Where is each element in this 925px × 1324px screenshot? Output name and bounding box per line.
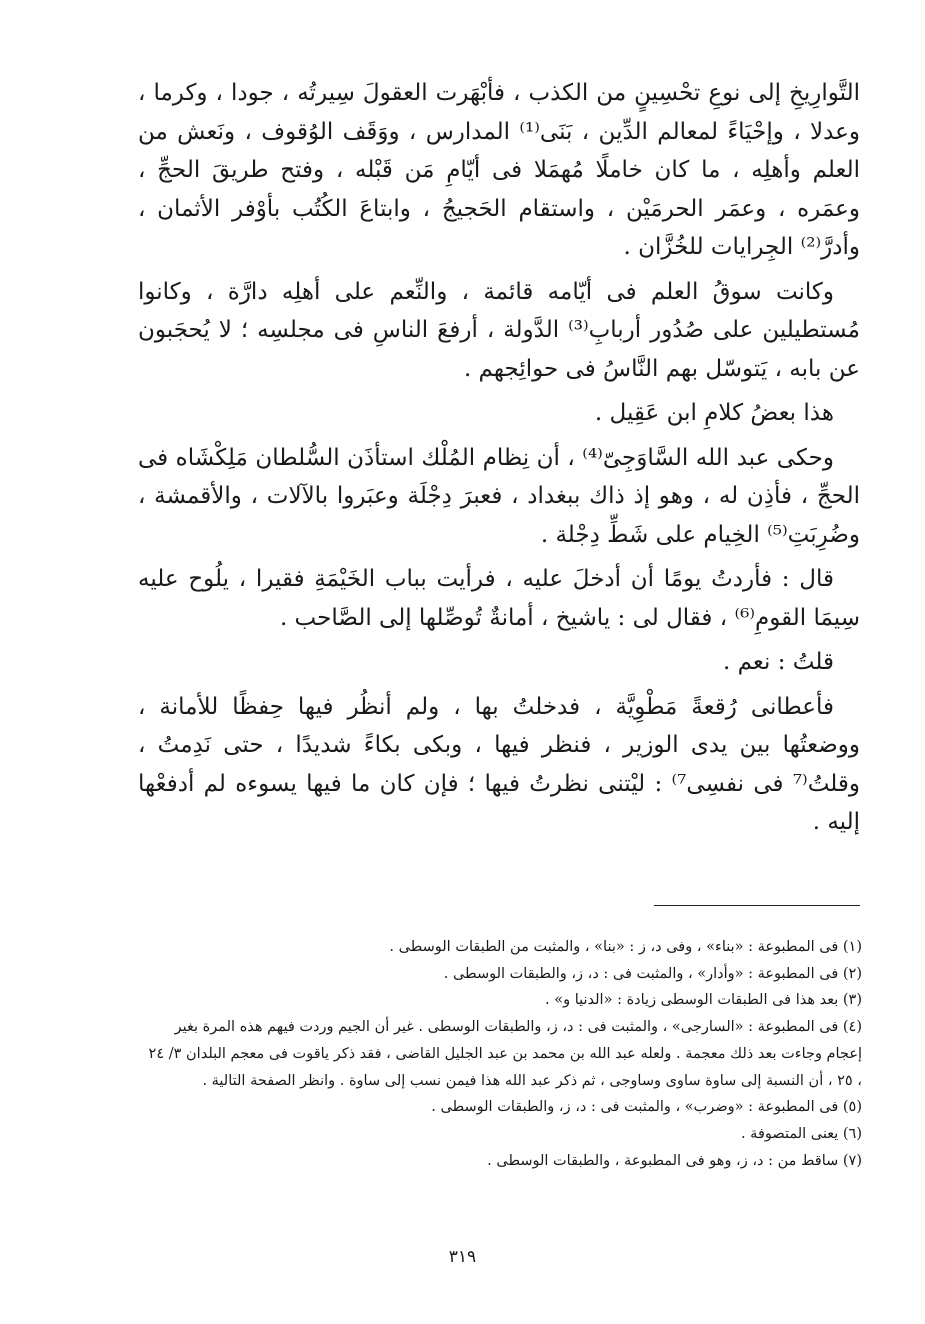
paragraph: هذا بعضُ كلامِ ابن عَقِيل . [594,400,834,426]
paragraph: وحكى عبد الله السَّاوَجِىّ⁽⁴⁾ ، أن نِظام المُلْك استأذَن السُّلطان مَلِكْشَاه فى الحجِّ ، فأذِن له ، وهو إذ ذاك ببغداد ، فعبرَ دِجْلَة وعبَروا بالآلات ، والأقمشة ، وضُرِبَتِ⁽⁵⁾ الخِيام على شَطِّ دِجْلة . [138,444,860,548]
main-text [138,74,860,842]
paragraph: فأعطانى رُقعةً مَطْوِيَّة ، فدخلتُ بها ، ولم أنظُر فيها حِفظًا للأمانة ، ووضعتُها بين يدى الوزير ، فنظر فيها ، وبكى بكاءً شديدًا ، حتى نَدِمتُ ، وقلتُ⁽⁷ فى نفسِى⁷⁾ : ليْتنى نظرتُ فيها ؛ فإن كان ما فيها يسوءه لم أدفعْها إليه . [138,693,860,835]
footnote-separator [654,905,860,906]
footnote: (٢) فى المطبوعة : «وأدار» ، والمثبت فى : د، ز، والطبقات الوسطى . [443,965,862,982]
footnote: (٦) يعنى المتصوفة . [740,1125,862,1142]
page-number: ٣١٩ [448,1247,477,1267]
footnote: (٤) فى المطبوعة : «السارجى» ، والمثبت فى : د، ز، والطبقات الوسطى . غير أن الجيم وردت فيهم هذه المرة بغير إعجام وجاءت بعد ذلك معجمة . ولعله عبد الله بن محمد بن عبد الجليل القاضى ، فقد ذكر ياقوت فى معجم البلدان ٣/ ٢٤ ، ٢٥ ، أن النسبة إلى ساوة ساوى وساوجى ، ثم ذكر عبد الله هذا فيمن نسب إلى ساوة . وانظر الصفحة التالية . [148,1019,862,1089]
footnote: (١) فى المطبوعة : «بناء» ، وفى د، ز : «بنا» ، والمثبت من الطبقات الوسطى . [389,939,862,955]
footnotes [140,934,862,1174]
paragraph: قال : فأردتُ يومًا أن أدخلَ عليه ، فرأيت بباب الخَيْمَةِ فقيرا ، يلُوح عليه سِيمَا القومِ⁽⁶⁾ ، فقال لى : ياشيخ ، أمانةٌ تُوصِّلها إلى الصَّاحب . [138,566,860,631]
paragraph: التَّوارِيخِ إلى نوعِ تحْسِينٍ من الكذب ، فأبْهَرت العقولَ سِيرتُه ، جودا ، وكرما ، وعدلا ، وإحْيَاءً لمعالم الدِّين ، بَنَى⁽¹⁾ المدارس ، ووَقَف الوُقوف ، ونَعش من العلم وأهلِه ، ما كان خاملًا مُهمَلا فى أيّامِ مَن قَبْله ، وفتح طريقَ الحجِّ ، وعمَره ، وعمَر الحرمَيْن ، واستقام الحَجيجُ ، وابتاعَ الكُتُب بأوْفر الأثمان ، وأدرَّ⁽²⁾ الجِرايات للخُزَّان . [138,80,860,260]
footnote: (٧) ساقط من : د، ز، وهو فى المطبوعة ، والطبقات الوسطى . [487,1152,862,1169]
paragraph: قلتُ : نعم . [723,649,834,675]
footnote: (٥) فى المطبوعة : «وضرب» ، والمثبت فى : د، ز، والطبقات الوسطى . [431,1099,862,1116]
paragraph: وكانت سوقُ العلم فى أيّامه قائمة ، والنِّعم على أهلِه دارَّة ، وكانوا مُستطيلين على صُدُور أربابِ⁽³⁾ الدَّولة ، أرفعَ الناسِ فى مجلسِه ؛ لا يُحجَبون عن بابه ، يَتوسّل بهم النَّاسُ فى حوائِجهم . [138,278,860,382]
footnote: (٣) بعد هذا فى الطبقات الوسطى زيادة : «الدنيا و» . [545,992,862,1009]
